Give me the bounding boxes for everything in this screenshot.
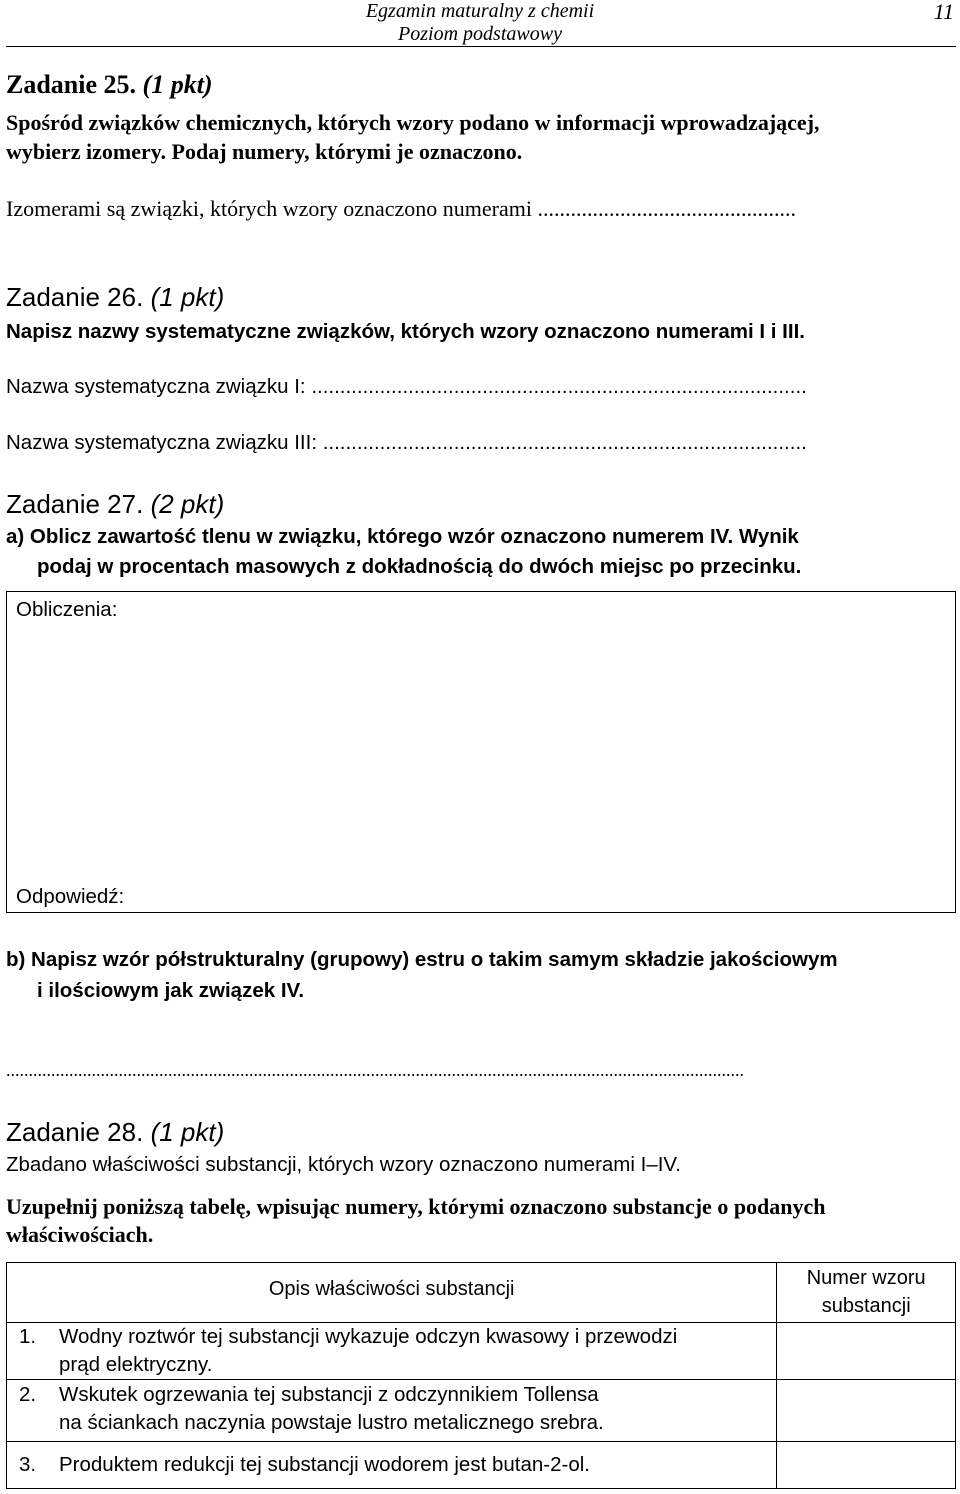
task26-title: Zadanie 26.	[6, 282, 144, 312]
header-divider	[6, 46, 956, 47]
row3-description	[7, 1442, 777, 1489]
header-title-line1: Egzamin maturalny z chemii	[365, 0, 595, 22]
row3-line1: Produktem redukcji tej substancji wodorem jest butan-2-ol.	[59, 1453, 590, 1476]
row1-number: 1.	[19, 1325, 37, 1348]
row2-number: 2.	[19, 1383, 37, 1406]
row1-answer-cell[interactable]	[777, 1323, 956, 1380]
row2-line1: Wskutek ogrzewania tej substancji z odczynnikiem Tollensa	[59, 1383, 599, 1406]
task27-title: Zadanie 27.	[6, 489, 144, 519]
task25-instruction-line1: Spośród związków chemicznych, których wzory podano w informacji wprowadzającej,	[6, 110, 820, 135]
task27b-line2: i ilościowym jak związek IV.	[37, 979, 305, 1002]
task27b-answer-line[interactable]: ....................................................................................................................................................................	[6, 1060, 744, 1080]
col1-header-text: Opis właściwości substancji	[268, 1278, 515, 1300]
task25-points: (1 pkt)	[142, 70, 213, 99]
task27a-line1: a) Oblicz zawartość tlenu w związku, którego wzór oznaczono numerem IV. Wynik	[6, 525, 799, 548]
table-header-description	[7, 1263, 777, 1323]
task27b-line1: b) Napisz wzór półstrukturalny (grupowy) estru o takim samym składzie jakościowym	[6, 948, 838, 971]
row2-answer-cell[interactable]	[777, 1380, 956, 1442]
col2-header-line1: Numer wzoru	[806, 1267, 926, 1289]
task25-heading	[6, 70, 213, 100]
col2-header-line2: substancji	[821, 1295, 911, 1317]
row1-description	[7, 1323, 777, 1380]
row2-description	[7, 1380, 777, 1442]
header-title-line2: Poziom podstawowy	[398, 23, 562, 45]
task26-instruction: Napisz nazwy systematyczne związków, których wzory oznaczono numerami I i III.	[6, 320, 805, 343]
task28-title: Zadanie 28.	[6, 1117, 144, 1147]
table-row	[7, 1380, 956, 1442]
calculation-label: Obliczenia:	[16, 598, 118, 621]
task27-points: (2 pkt)	[150, 489, 225, 519]
task27a-line2: podaj w procentach masowych z dokładnością do dwóch miejsc po przecinku.	[37, 555, 802, 578]
task25-title: Zadanie 25.	[6, 70, 137, 99]
page-number: 11	[933, 0, 954, 24]
task25-instruction-line2: wybierz izomery. Podaj numery, którymi je oznaczono.	[6, 139, 523, 164]
row1-line1: Wodny roztwór tej substancji wykazuje odczyn kwasowy i przewodzi	[59, 1325, 678, 1348]
task26-points: (1 pkt)	[150, 282, 225, 312]
task28-heading	[6, 1117, 224, 1147]
task27-heading	[6, 489, 224, 519]
task25-answer-line[interactable]: Izomerami są związki, których wzory oznaczono numerami ...............................................	[6, 196, 796, 221]
answer-label: Odpowiedź:	[16, 885, 125, 908]
row1-line2: prąd elektryczny.	[59, 1353, 213, 1376]
row3-number: 3.	[19, 1453, 37, 1476]
table-row	[7, 1442, 956, 1489]
table-header-number	[777, 1263, 956, 1323]
task26-answer-line1[interactable]: Nazwa systematyczna związku I: .......................................................................................	[6, 375, 807, 398]
task28-intro: Zbadano właściwości substancji, których wzory oznaczono numerami I–IV.	[6, 1153, 681, 1176]
row3-answer-cell[interactable]	[777, 1442, 956, 1489]
task26-answer-line2[interactable]: Nazwa systematyczna związku III: .....................................................................................	[6, 431, 807, 454]
task28-points: (1 pkt)	[150, 1117, 225, 1147]
task28-instruction-line2: właściwościach.	[6, 1222, 154, 1247]
row2-line2: na ściankach naczynia powstaje lustro metalicznego srebra.	[59, 1411, 604, 1434]
properties-table	[6, 1262, 956, 1489]
task26-heading	[6, 282, 224, 312]
table-header-row	[7, 1263, 956, 1323]
task28-instruction-line1: Uzupełnij poniższą tabelę, wpisując numery, którymi oznaczono substancje o podanych	[6, 1194, 826, 1219]
calculation-box[interactable]	[6, 591, 956, 913]
table-row	[7, 1323, 956, 1380]
